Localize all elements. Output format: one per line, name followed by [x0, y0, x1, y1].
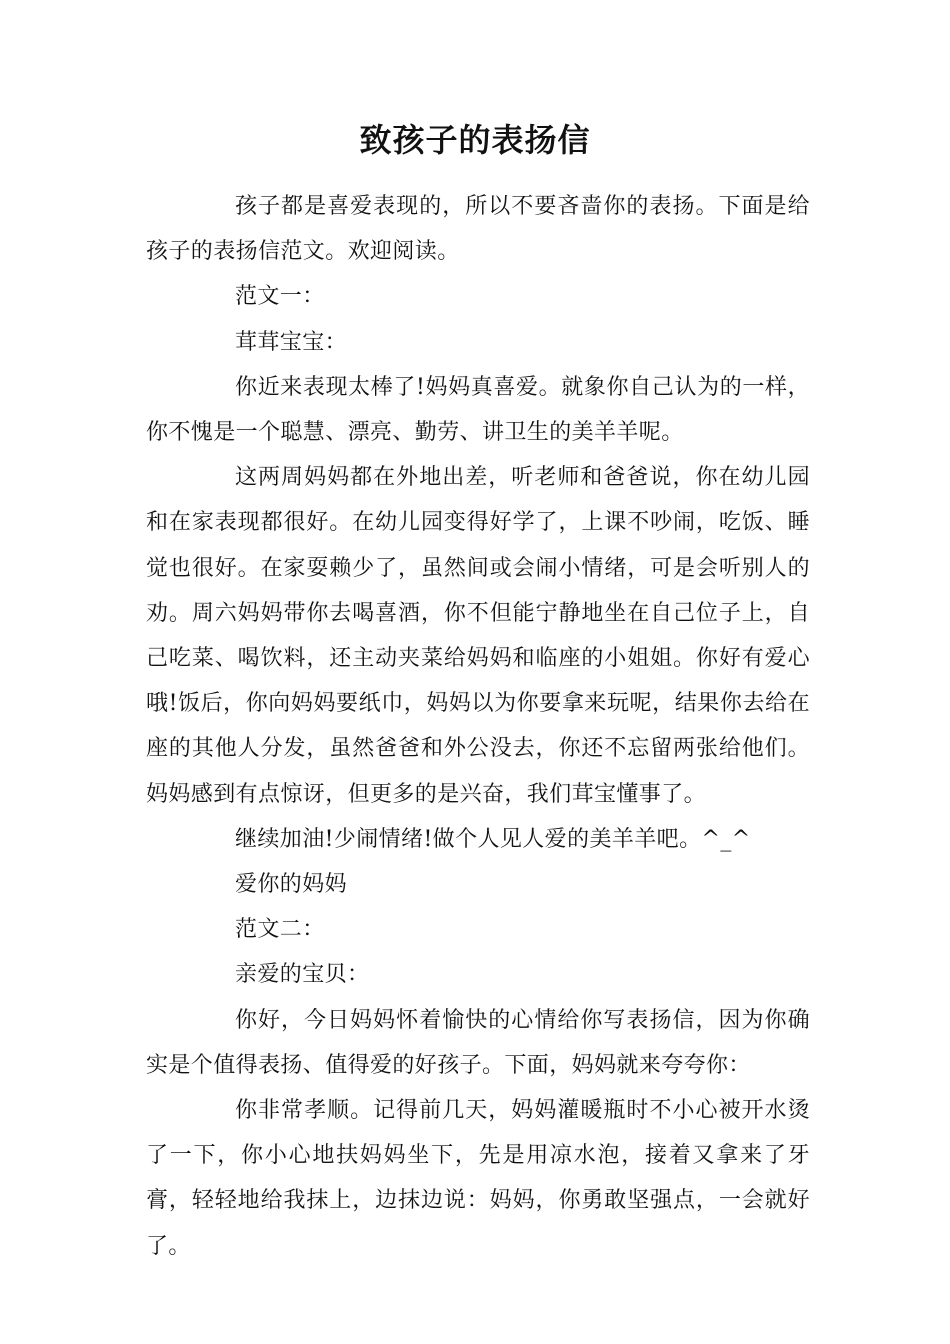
paragraph-signature: 爱你的妈妈	[235, 872, 348, 898]
paragraph: 继续加油!少闹情绪!做个人见人爱的美羊羊吧。^_^	[235, 826, 751, 852]
paragraph-sample-two-heading: 范文二：	[235, 917, 325, 943]
paragraph: 你非常孝顺。记得前几天，妈妈灌暖瓶时不小心被开水烫了一下，你小心地扶妈妈坐下，先是用凉水泡，接着又拿来了牙膏，轻轻地给我抹上，边抹边说：妈妈，你勇敢坚强点，一会就好了。	[146, 1098, 810, 1259]
paragraph: 你近来表现太棒了!妈妈真喜爱。就象你自己认为的一样，你不愧是一个聪慧、漂亮、勤劳、讲卫生的美羊羊呢。	[146, 374, 810, 446]
paragraph: 你好，今日妈妈怀着愉快的心情给你写表扬信，因为你确实是个值得表扬、值得爱的好孩子。下面，妈妈就来夸夸你：	[146, 1007, 810, 1078]
document-body	[146, 184, 810, 1269]
paragraph-salutation-one: 茸茸宝宝：	[235, 329, 348, 355]
document-title: 致孩子的表扬信	[359, 121, 591, 159]
paragraph-salutation-two: 亲爱的宝贝：	[235, 962, 370, 988]
paragraph-sample-one-heading: 范文一：	[235, 284, 325, 310]
paragraph-intro: 孩子都是喜爱表现的，所以不要吝啬你的表扬。下面是给孩子的表扬信范文。欢迎阅读。	[146, 194, 810, 265]
paragraph: 这两周妈妈都在外地出差，听老师和爸爸说，你在幼儿园和在家表现都很好。在幼儿园变得好学了，上课不吵闹，吃饭、睡觉也很好。在家耍赖少了，虽然间或会闹小情绪，可是会听别人的劝。周六妈妈带你去喝喜酒，你不但能宁静地坐在自己位子上，自己吃菜、喝饮料，还主动夹菜给妈妈和临座的小姐姐。你好有爱心哦!饭后，你向妈妈要纸巾，妈妈以为你要拿来玩呢，结果你去给在座的其他人分发，虽然爸爸和外公没去，你还不忘留两张给他们。妈妈感到有点惊讶，但更多的是兴奋，我们茸宝懂事了。	[146, 465, 810, 807]
